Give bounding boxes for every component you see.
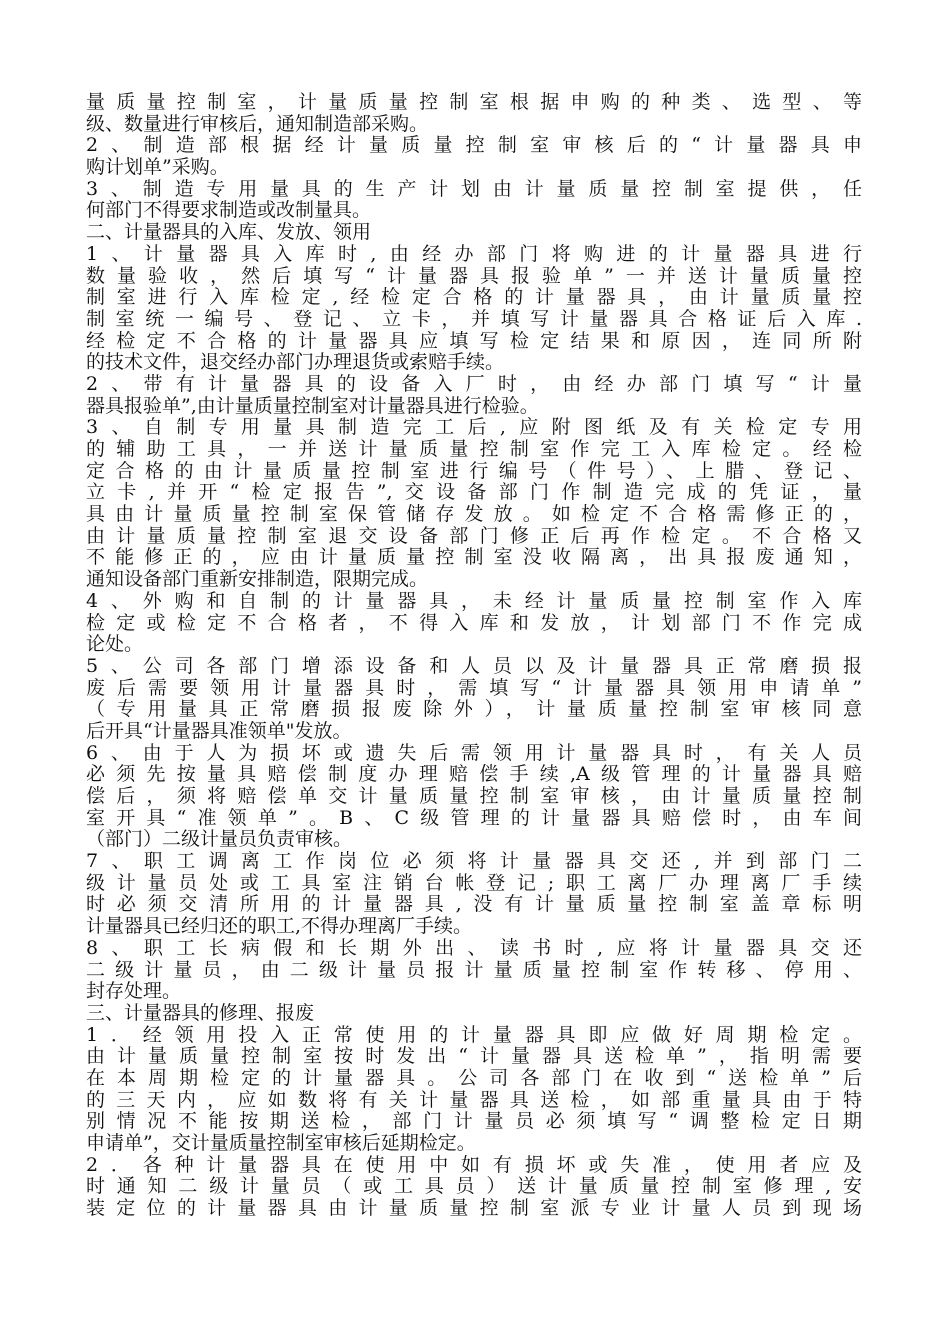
text-line: 论处。 xyxy=(86,634,144,656)
text-line: 的技术文件，退交经办部门办理退货或索赔手续。 xyxy=(86,352,505,374)
text-line: 制室统一编号、登记、立卡，并填写计量器具合格证后入库. xyxy=(86,308,862,330)
text-line: 8、职工长病假和长期外出、读书时,应将计量器具交还 xyxy=(86,937,862,959)
text-line: 2、制造部根据经计量质量控制室审核后的“计量器具申 xyxy=(86,135,862,157)
text-line: 的辅助工具，一并送计量质量控制室作完工入库检定。经检 xyxy=(86,439,862,460)
text-line: 5、公司各部门增添设备和人员以及计量器具正常磨损报 xyxy=(86,655,862,677)
text-line: 经检定不合格的计量器具应填写检定结果和原因，连同所附 xyxy=(86,330,862,352)
text-line: 由计量质量控制室按时发出“计量器具送检单”，指明需要 xyxy=(86,1046,862,1068)
document-body xyxy=(86,92,862,1220)
text-line: 1、计量器具入库时,由经办部门将购进的计量器具进行 xyxy=(86,243,862,265)
text-line: 通知设备部门重新安排制造，限期完成。 xyxy=(86,569,429,591)
text-line: 废后需要领用计量器具时，需填写“计量器具领用申请单” xyxy=(86,677,862,699)
text-line: 后开具“计量器具准领单"发放。 xyxy=(86,720,352,742)
text-line: 4、外购和自制的计量器具，未经计量质量控制室作入库 xyxy=(86,590,862,612)
text-line: 室开具“准领单”。B、C级管理的计量器具赔偿时，由车间 xyxy=(86,807,862,829)
text-line: 制室进行入库检定,经检定合格的计量器具，由计量质量控 xyxy=(86,287,862,309)
text-line: 二、计量器具的入库、发放、领用 xyxy=(86,222,372,244)
text-line: 必须先按量具赔偿制度办理赔偿手续,A级管理的计量器具赔 xyxy=(86,764,862,786)
text-line: 具由计量质量控制室保管储存发放。如检定不合格需修正的， xyxy=(86,504,862,526)
text-line: 由计量质量控制室退交设备部门修正后再作检定。不合格又 xyxy=(86,525,862,547)
text-line: 不能修正的，应由计量质量控制室没收隔离，出具报废通知， xyxy=(86,547,862,569)
text-line: 何部门不得要求制造或改制量具。 xyxy=(86,200,372,222)
text-line: 6、由于人为损坏或遗失后需领用计量器具时，有关人员 xyxy=(86,742,862,764)
text-line: 器具报验单”,由计量质量控制室对计量器具进行检验。 xyxy=(86,395,539,417)
text-line: 购计划单”采购。 xyxy=(86,157,229,179)
text-line: 申请单”，交计量质量控制室审核后延期检定。 xyxy=(86,1133,476,1154)
text-line: 3、制造专用量具的生产计划由计量质量控制室提供，任 xyxy=(86,178,862,200)
text-line: 计量器具已经归还的职工,不得办理离厂手续。 xyxy=(86,916,473,938)
text-line: 7、职工调离工作岗位必须将计量器具交还,并到部门二 xyxy=(86,851,862,873)
text-line: 装定位的计量器具由计量质量控制室派专业计量人员到现场 xyxy=(86,1198,862,1220)
text-line: 偿后，须将赔偿单交计量质量控制室审核，由计量质量控制 xyxy=(86,786,862,807)
text-line: 的三天内，应如数将有关计量器具送检，如部重量具由于特 xyxy=(86,1089,862,1111)
text-line: 三、计量器具的修理、报废 xyxy=(86,1002,315,1024)
text-line: 2．各种计量器具在使用中如有损坏或失准，使用者应及 xyxy=(86,1154,862,1176)
text-line: 封存处理。 xyxy=(86,981,182,1003)
text-line: 时必须交清所用的计量器具,没有计量质量控制室盖章标明 xyxy=(86,894,862,916)
text-line: 2、带有计量器具的设备入厂时，由经办部门填写“计量 xyxy=(86,373,862,395)
text-line: 时通知二级计量员（或工具员）送计量质量控制室修理,安 xyxy=(86,1176,862,1198)
text-line: 级、数量进行审核后，通知制造部采购。 xyxy=(86,113,429,135)
text-line: 3、自制专用量具制造完工后,应附图纸及有关检定专用 xyxy=(86,417,862,439)
text-line: 级计量员处或工具室注销台帐登记;职工离厂办理离厂手续 xyxy=(86,872,862,894)
text-line: （专用量具正常磨损报废除外），计量质量控制室审核同意 xyxy=(86,699,862,721)
text-line: 别情况不能按期送检，部门计量员必须填写“调整检定日期 xyxy=(86,1111,862,1133)
text-line: 1．经领用投入正常使用的计量器具即应做好周期检定。 xyxy=(86,1024,862,1046)
text-line: 二级计量员，由二级计量员报计量质量控制室作转移、停用、 xyxy=(86,959,862,981)
text-line: 立卡,并开“检定报告”,交设备部门作制造完成的凭证，量 xyxy=(86,482,862,504)
text-line: （部门）二级计量员负责审核。 xyxy=(86,829,353,851)
text-line: 量质量控制室，计量质量控制室根据申购的种类、选型、等 xyxy=(86,92,862,113)
text-line: 检定或检定不合格者，不得入库和发放，计划部门不作完成 xyxy=(86,612,862,634)
text-line: 在本周期检定的计量器具。公司各部门在收到“送检单”后 xyxy=(86,1067,862,1089)
text-line: 定合格的由计量质量控制室进行编号（件号）、上腊、登记、 xyxy=(86,460,862,482)
text-line: 数量验收，然后填写“计量器具报验单”一并送计量质量控 xyxy=(86,265,862,287)
